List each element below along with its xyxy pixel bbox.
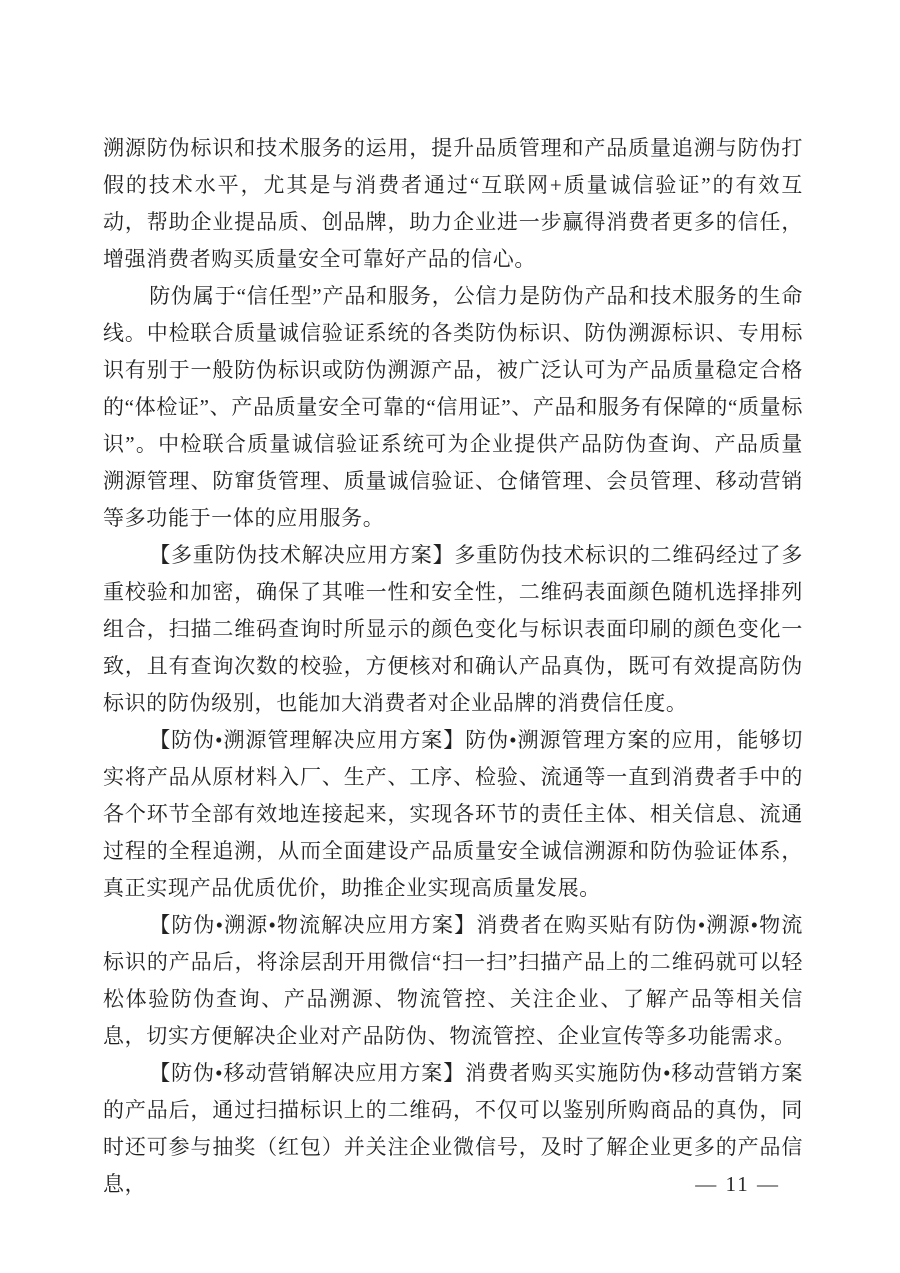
body-paragraph: 溯源防伪标识和技术服务的运用，提升品质管理和产品质量追溯与防伪打假的技术水平，尤其是与消费者通过“互联网+质量诚信验证”的有效互动，帮助企业提品质、创品牌，助力企业进一步赢得消费者更多的信任，增强消费者购买质量安全可靠好产品的信心。 — [103, 136, 803, 271]
body-paragraph-solution-multi-anticounterfeit: 【多重防伪技术解决应用方案】多重防伪技术标识的二维码经过了多重校验和加密，确保了其唯一性和安全性，二维码表面颜色随机选择排列组合，扫描二维码查询时所显示的颜色变化与标识表面印刷的颜色变化一致，且有查询次数的校验，方便核对和确认产品真伪，既可有效提高防伪标识的防伪级别，也能加大消费者对企业品牌的消费信任度。 — [103, 543, 803, 715]
body-paragraph-solution-trace-management: 【防伪•溯源管理解决应用方案】防伪•溯源管理方案的应用，能够切实将产品从原材料入厂、生产、工序、检验、流通等一直到消费者手中的各个环节全部有效地连接起来，实现各环节的责任主体、相关信息、流通过程的全程追溯，从而全面建设产品质量安全诚信溯源和防伪验证体系，真正实现产品优质优价，助推企业实现高质量发展。 — [103, 728, 803, 900]
page-body-text — [103, 130, 803, 1203]
body-paragraph: 防伪属于“信任型”产品和服务，公信力是防伪产品和技术服务的生命线。中检联合质量诚信验证系统的各类防伪标识、防伪溯源标识、专用标识有别于一般防伪标识或防伪溯源产品，被广泛认可为产品质量稳定合格的“体检证”、产品质量安全可靠的“信用证”、产品和服务有保障的“质量标识”。中检联合质量诚信验证系统可为企业提供产品防伪查询、产品质量溯源管理、防窜货管理、质量诚信验证、仓储管理、会员管理、移动营销等多功能于一体的应用服务。 — [103, 284, 803, 530]
page-footer — [695, 1172, 780, 1197]
page-number: — 11 — — [695, 1172, 780, 1196]
body-paragraph-solution-logistics: 【防伪•溯源•物流解决应用方案】消费者在购买贴有防伪•溯源•物流标识的产品后，将涂层刮开用微信“扫一扫”扫描产品上的二维码就可以轻松体验防伪查询、产品溯源、物流管控、关注企业、了解产品等相关信息，切实方便解决企业对产品防伪、物流管控、企业宣传等多功能需求。 — [103, 913, 803, 1048]
body-paragraph-solution-mobile-marketing: 【防伪•移动营销解决应用方案】消费者购买实施防伪•移动营销方案的产品后，通过扫描标识上的二维码，不仅可以鉴别所购商品的真伪，同时还可参与抽奖（红包）并关注企业微信号，及时了解企业更多的产品信息， — [103, 1061, 803, 1196]
